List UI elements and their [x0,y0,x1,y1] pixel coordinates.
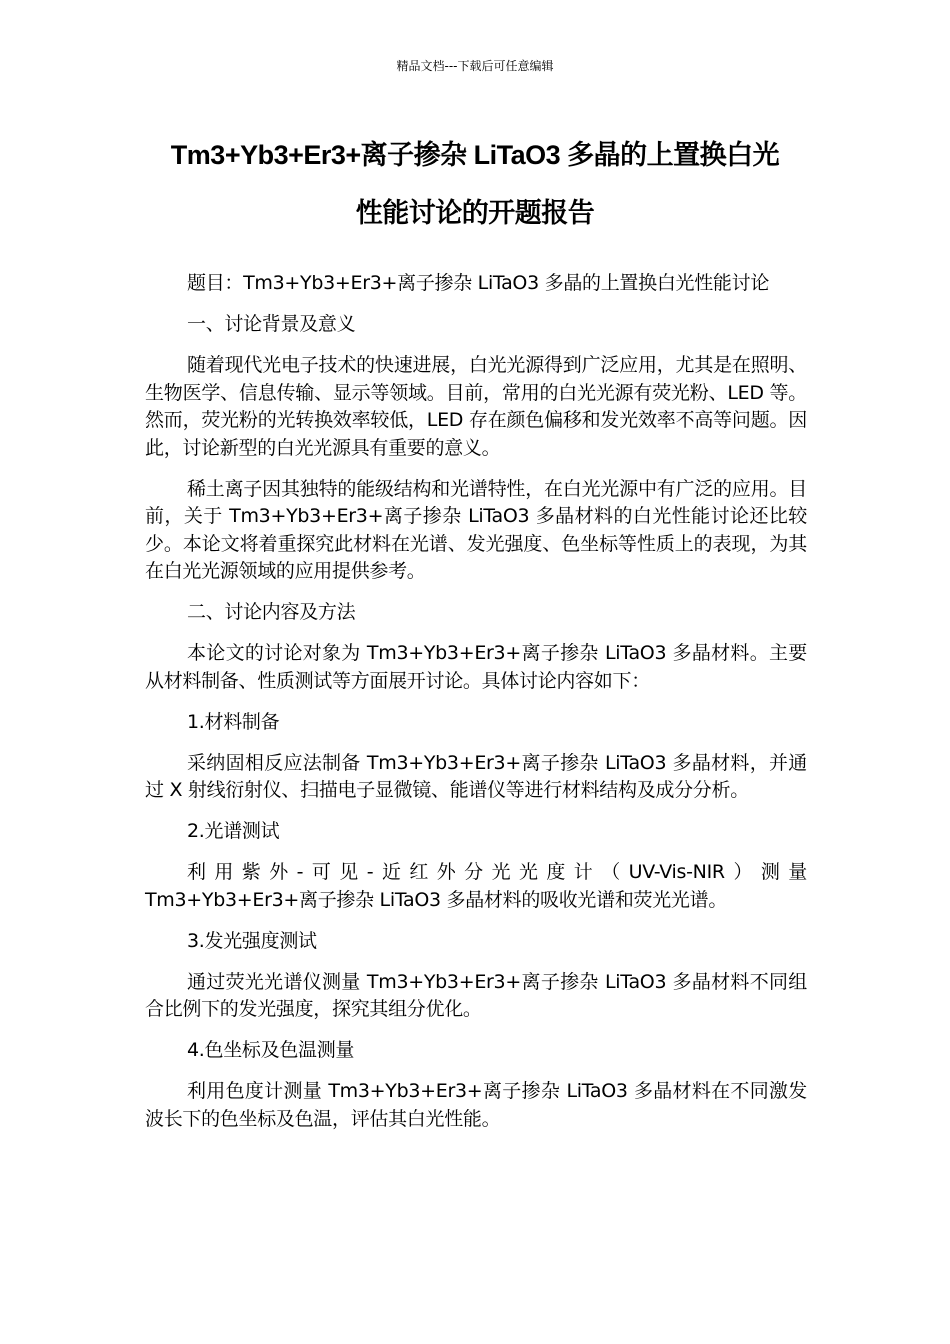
item-1-heading: 1.材料制备 [187,710,280,733]
document-title-line-2: 性能讨论的开题报告 [355,198,595,228]
topic-paragraph: 题目：Tm3+Yb3+Er3+离子掺杂 LiTaO3 多晶的上置换白光性能讨论 [187,272,770,294]
item-2-text: 利用紫外-可见-近红外分光光度计（UV-Vis-NIR）测量 Tm3+Yb3+Er3+离子掺杂 LiTaO3 多晶材料的吸收光谱和荧光光谱。 [145,861,807,911]
document-title-line-1: Tm3+Yb3+Er3+离子掺杂 LiTaO3 多晶的上置换白光 [170,140,780,170]
section-1-paragraph-2: 稀土离子因其独特的能级结构和光谱特性，在白光光源中有广泛的应用。目前，关于 Tm3+Yb3+Er3+离子掺杂 LiTaO3 多晶材料的白光性能讨论还比较少。本论文将着重探究此材料在光谱、发光强度、色坐标等性质上的表现，为其在白光光源领域的应用提供参考。 [145,477,807,582]
item-4-heading: 4.色坐标及色温测量 [187,1039,355,1061]
item-3-heading: 3.发光强度测试 [187,929,317,952]
section-1-paragraph-1: 随着现代光电子技术的快速进展，白光光源得到广泛应用，尤其是在照明、生物医学、信息传输、显示等领域。目前，常用的白光光源有荧光粉、LED 等。然而，荧光粉的光转换效率较低，LED 存在颜色偏移和发光效率不高等问题。因此，讨论新型的白光光源具有重要的意义。 [145,354,807,459]
item-1-text: 采纳固相反应法制备 Tm3+Yb3+Er3+离子掺杂 LiTaO3 多晶材料，并通过 X 射线衍射仪、扫描电子显微镜、能谱仪等进行材料结构及成分分析。 [145,751,807,801]
item-4-text: 利用色度计测量 Tm3+Yb3+Er3+离子掺杂 LiTaO3 多晶材料在不同激发波长下的色坐标及色温，评估其白光性能。 [145,1080,807,1130]
section-2-heading: 二、讨论内容及方法 [187,601,356,623]
section-2-intro: 本论文的讨论对象为 Tm3+Yb3+Er3+离子掺杂 LiTaO3 多晶材料。主要从材料制备、性质测试等方面展开讨论。具体讨论内容如下： [145,642,807,692]
item-3-text: 通过荧光光谱仪测量 Tm3+Yb3+Er3+离子掺杂 LiTaO3 多晶材料不同组合比例下的发光强度，探究其组分优化。 [145,970,807,1020]
page-header-watermark: 精品文档---下载后可任意编辑 [396,59,554,73]
item-2-heading: 2.光谱测试 [187,820,280,842]
document-body [145,270,807,1147]
section-1-heading: 一、讨论背景及意义 [187,313,356,335]
